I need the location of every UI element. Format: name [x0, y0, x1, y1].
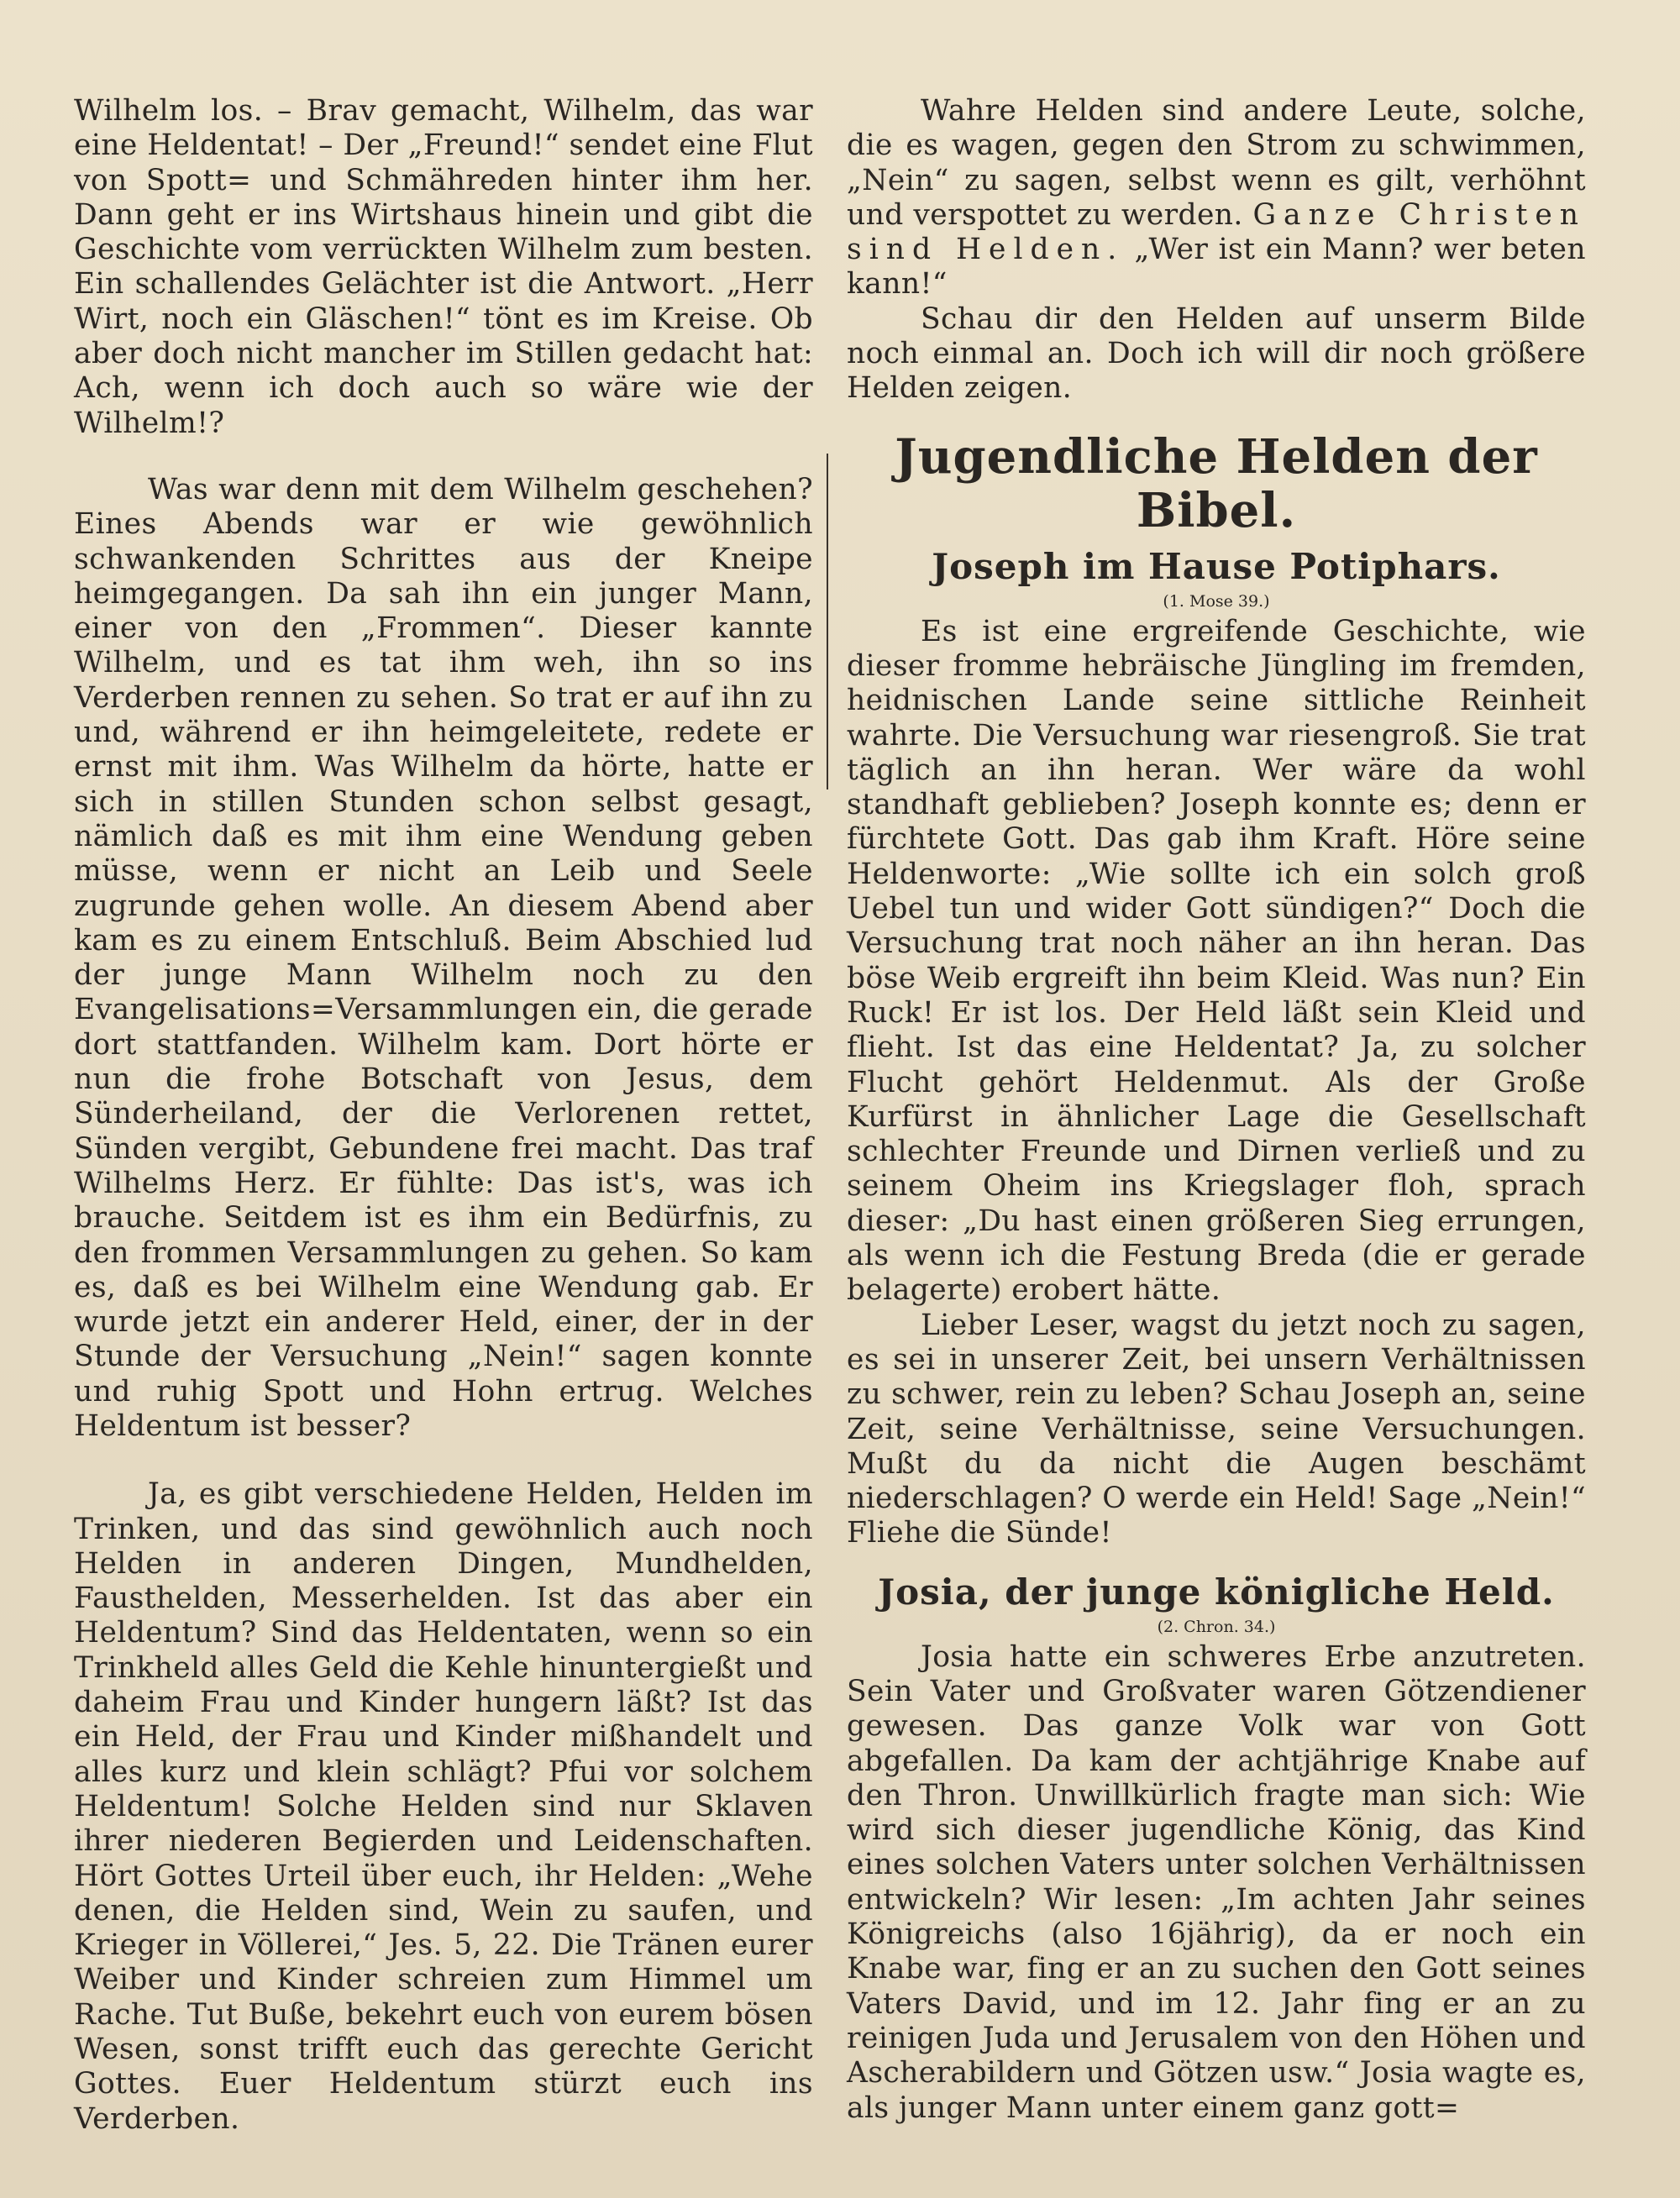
joseph-section-title: Joseph im Hause Potiphars.	[932, 545, 1501, 587]
wilhelm-conversion-paragraph: Was war denn mit dem Wilhelm geschehen? Eines Abends war er wie gewöhnlich schwankenden Schrittes aus der Kneipe heimgegangen. Da sah ihn ein junger Mann, einer von den „Frommen“. Dieser kannte Wilhelm, und es tat ihm weh, ihn so ins Verderben rennen zu sehen. So trat er auf ihn zu und, während er ihn heimgeleitete, redete er ernst mit ihm. Was Wilhelm da hörte, hatte er sich in stillen Stunden schon selbst gesagt, nämlich daß es mit ihm eine Wendung geben müsse, wenn er nicht an Leib und Seele zugrunde gehen wolle. An diesem Abend aber kam es zu einem Entschluß. Beim Abschied lud der junge Mann Wilhelm noch zu den Evangelisations=Versammlungen ein, die gerade dort stattfanden. Wilhelm kam. Dort hörte er nun die frohe Botschaft von Jesus, dem Sünderheiland, der die Verlorenen rettet, Sünden vergibt, Gebundene frei macht. Das traf Wilhelms Herz. Er fühlte: Das ist's, was ich brauche. Seitdem ist es ihm ein Bedürfnis, zu den frommen Versammlungen zu gehen. So kam es, daß es bei Wilhelm eine Wendung gab. Er wurde jetzt ein anderer Held, einer, der in der Stunde der Versuchung „Nein!“ sagen konnte und ruhig Spott und Hohn ertrug. Welches Heldentum ist besser?	[74, 472, 813, 1443]
wilhelm-laughed-at-paragraph: Wilhelm los. – Brav gemacht, Wilhelm, das war eine Heldentat! – Der „Freund!“ sendet eine Flut von Spott= und Schmähreden hinter ihm her. Dann geht er ins Wirtshaus hinein und gibt die Geschichte vom verrückten Wilhelm zum besten. Ein schallendes Gelächter ist die Antwort. „Herr Wirt, noch ein Gläschen!“ tönt es im Kreise. Ob aber doch nicht mancher im Stillen gedacht hat: Ach, wenn ich doch auch so wäre wie der Wilhelm!?	[74, 94, 813, 440]
christians-are-heroes-emphasis: Ganze Christen sind Helden.	[847, 197, 1586, 267]
look-at-picture-paragraph: Schau dir den Helden auf unserm Bilde noch einmal an. Doch ich will dir noch größere Helden zeigen.	[847, 302, 1586, 406]
josia-paragraph-1: Josia hatte ein schweres Erbe anzutreten. Sein Vater und Großvater waren Götzendiener gewesen. Das ganze Volk war von Gott abgefallen. Da kam der achtjährige Knabe auf den Thron. Unwillkürlich fragte man sich: Wie wird sich dieser jugendliche König, das Kind eines solchen Vaters unter solchen Verhältnissen entwickeln? Wir lesen: „Im achten Jahr seines Königreichs (also 16jährig), da er noch ein Knabe war, fing er an zu suchen den Gott seines Vaters David, und im 12. Jahr fing er an zu reinigen Juda und Jerusalem von den Höhen und Ascherabildern und Götzen usw.“ Josia wagte es, als junger Mann unter einem ganz gott=	[847, 1639, 1586, 2125]
left-column	[74, 94, 813, 2137]
column-divider	[827, 454, 828, 789]
joseph-paragraph-2: Lieber Leser, wagst du jetzt noch zu sagen, es sei in unserer Zeit, bei unsern Verhältnissen zu schwer, rein zu leben? Schau Joseph an, seine Zeit, seine Verhältnisse, seine Versuchungen. Mußt du da nicht die Augen beschämt niederschlagen? O werde ein Held! Sage „Nein!“ Fliehe die Sünde!	[847, 1308, 1586, 1550]
false-heroes-paragraph: Ja, es gibt verschiedene Helden, Helden im Trinken, und das sind gewöhnlich auch noch Helden in anderen Dingen, Mundhelden, Fausthelden, Messerhelden. Ist das aber ein Heldentum? Sind das Heldentaten, wenn so ein Trinkheld alles Geld die Kehle hinuntergießt und daheim Frau und Kinder hungern läßt? Ist das ein Held, der Frau und Kinder mißhandelt und alles kurz und klein schlägt? Pfui vor solchem Heldentum! Solche Helden sind nur Sklaven ihrer niederen Begierden und Leidenschaften. Hört Gottes Urteil über euch, ihr Helden: „Wehe denen, die Helden sind, Wein zu saufen, und Krieger in Völlerei,“ Jes. 5, 22. Die Tränen eurer Weiber und Kinder schreien zum Himmel um Rache. Tut Buße, bekehrt euch von eurem bösen Wesen, sonst trifft euch das gerechte Gericht Gottes. Euer Heldentum stürzt euch ins Verderben.	[74, 1477, 813, 2136]
true-heroes-text: Wahre Helden sind andere Leute, solche, die es wagen, gegen den Strom zu schwimmen, „Nein“ zu sagen, selbst wenn es gilt, verhöhnt und verspottet zu werden.	[847, 94, 1586, 232]
joseph-bible-reference: (1. Mose 39.)	[1163, 591, 1270, 611]
josia-section-title: Josia, der junge königliche Held.	[878, 1571, 1555, 1613]
true-heroes-quote: „Wer ist ein Mann? wer beten kann!“	[847, 233, 1586, 302]
main-heading: Jugendliche Helden der Bibel.	[895, 428, 1538, 538]
right-column	[847, 94, 1586, 2126]
josia-bible-reference: (2. Chron. 34.)	[1157, 1617, 1276, 1636]
joseph-paragraph-1: Es ist eine ergreifende Geschichte, wie dieser fromme hebräische Jüngling im fremden, heidnischen Lande seine sittliche Reinheit wahrte. Die Versuchung war riesengroß. Sie trat täglich an ihn heran. Wer wäre da wohl standhaft geblieben? Joseph konnte es; denn er fürchtete Gott. Das gab ihm Kraft. Höre seine Heldenworte: „Wie sollte ich ein solch groß Uebel tun und wider Gott sündigen?“ Doch die Versuchung trat noch näher an ihn heran. Das böse Weib ergreift ihn beim Kleid. Was nun? Ein Ruck! Er ist los. Der Held läßt sein Kleid und flieht. Ist das eine Heldentat? Ja, zu solcher Flucht gehört Heldenmut. Als der Große Kurfürst in ähnlicher Lage die Gesellschaft schlechter Freunde und Dirnen verließ und zu seinem Oheim ins Kriegslager floh, sprach dieser: „Du hast einen größeren Sieg errungen, als wenn ich die Festung Breda (die er gerade belagerte) erobert hätte.	[847, 614, 1586, 1308]
true-heroes-paragraph	[847, 94, 1586, 302]
